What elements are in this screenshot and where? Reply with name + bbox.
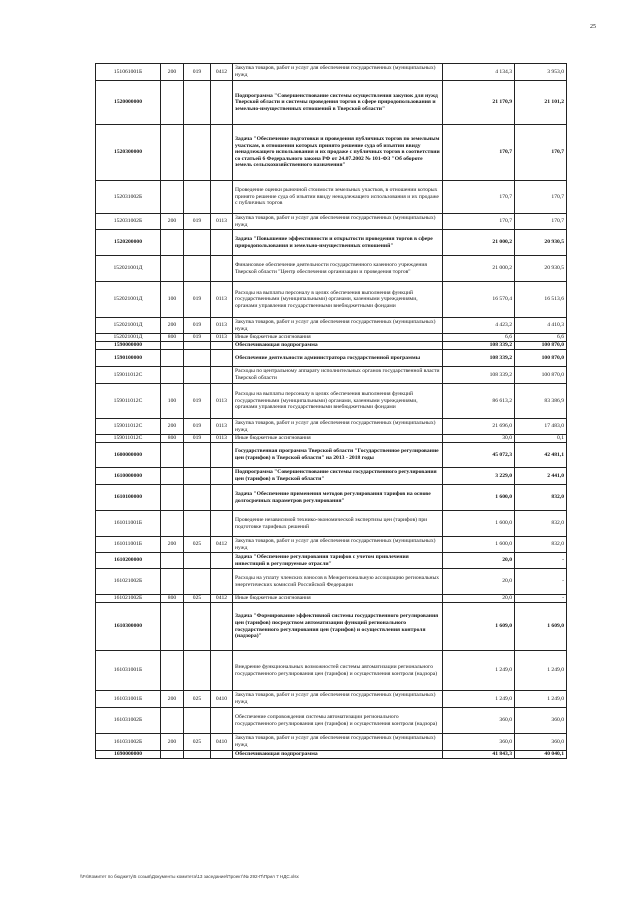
cell-code: 159011012С — [96, 384, 161, 419]
cell-ved — [184, 81, 211, 125]
cell-value-2014: 21 696,0 — [443, 419, 515, 435]
cell-ved — [184, 443, 211, 468]
cell-value-2015: 83 386,9 — [515, 384, 567, 419]
cell-ved — [184, 230, 211, 256]
cell-code: 1600000000 — [96, 443, 161, 468]
file-path-footer: \\Fs\Комитет по бюджету\5 созыв\Документы комитета\13 заседание\Проект\№ 292-П\Прил 7 НДС.xlsx — [80, 874, 299, 879]
cell-kvr — [161, 342, 184, 350]
cell-name: Проведение независимой технико-экономической экспертизы цен (тарифов) при подготовке тарифных решений — [233, 511, 443, 537]
cell-name: Закупка товаров, работ и услуг для обеспечения государственных (муниципальных) нужд — [233, 214, 443, 230]
cell-name: Задача "Повышение эффективности и открытости проведения торгов в сфере природопользования и земельно-имущественных отношений" — [233, 230, 443, 256]
cell-code: 161021002Б — [96, 595, 161, 603]
cell-rzpr — [211, 443, 233, 468]
cell-kvr — [161, 181, 184, 214]
table-row — [96, 569, 567, 595]
cell-code: 161031001Б — [96, 691, 161, 708]
cell-kvr: 800 — [161, 435, 184, 443]
cell-ved — [184, 468, 211, 485]
cell-value-2014: 1 249,0 — [443, 651, 515, 691]
cell-code: 152021001Д — [96, 334, 161, 342]
table-row — [96, 256, 567, 282]
cell-code: 152031002Б — [96, 181, 161, 214]
cell-rzpr — [211, 751, 233, 759]
cell-ved — [184, 367, 211, 384]
cell-name: Закупка товаров, работ и услуг для обеспечения государственных (муниципальных) нужд — [233, 734, 443, 751]
cell-name: Обеспечение деятельности администратора государственной программы — [233, 350, 443, 367]
table-row — [96, 485, 567, 511]
cell-kvr — [161, 256, 184, 282]
cell-ved — [184, 125, 211, 181]
table-row — [96, 384, 567, 419]
table-row — [96, 282, 567, 318]
cell-ved: 019 — [184, 282, 211, 318]
cell-value-2015: 20 930,5 — [515, 230, 567, 256]
cell-name: Расходы на уплату членских взносов в Межрегиональную ассоциацию региональных энергетических комиссий Российской Федерации — [233, 569, 443, 595]
cell-value-2015: 3 953,0 — [515, 64, 567, 81]
table-row — [96, 537, 567, 553]
cell-rzpr — [211, 181, 233, 214]
cell-code: 1520200000 — [96, 230, 161, 256]
cell-kvr — [161, 350, 184, 367]
cell-code: 159011012С — [96, 419, 161, 435]
cell-value-2014: 1 600,0 — [443, 485, 515, 511]
cell-name: Подпрограмма "Совершенствование системы осуществления закупок для нужд Тверской области и системы проведения торгов в сфере природопользования и земельно-имущественных отношений в Тверской области" — [233, 81, 443, 125]
cell-ved: 025 — [184, 691, 211, 708]
cell-rzpr: 0412 — [211, 537, 233, 553]
cell-name: Иные бюджетные ассигнования — [233, 435, 443, 443]
cell-name: Закупка товаров, работ и услуг для обеспечения государственных (муниципальных) нужд — [233, 537, 443, 553]
cell-name: Государственная программа Тверской области "Государственное регулирование цен (тарифов) в Тверской области" на 2013 - 2018 годы — [233, 443, 443, 468]
cell-value-2014: 41 843,3 — [443, 751, 515, 759]
cell-value-2014: 20,0 — [443, 595, 515, 603]
cell-code: 161031002Б — [96, 708, 161, 734]
cell-code: 1520300000 — [96, 125, 161, 181]
cell-code: 161021002Б — [96, 569, 161, 595]
table-row — [96, 342, 567, 350]
cell-kvr — [161, 81, 184, 125]
cell-code: 1590100000 — [96, 350, 161, 367]
cell-name: Закупка товаров, работ и услуг для обеспечения государственных (муниципальных) нужд — [233, 691, 443, 708]
table-row — [96, 603, 567, 651]
cell-name: Иные бюджетные ассигнования — [233, 334, 443, 342]
cell-code: 161031001Б — [96, 651, 161, 691]
cell-value-2015: 17 483,0 — [515, 419, 567, 435]
cell-ved — [184, 350, 211, 367]
cell-code: 151061001Б — [96, 64, 161, 81]
cell-ved — [184, 708, 211, 734]
table-row — [96, 435, 567, 443]
cell-rzpr: 0113 — [211, 214, 233, 230]
cell-kvr — [161, 569, 184, 595]
cell-value-2014: 30,0 — [443, 435, 515, 443]
cell-code: 161011001Б — [96, 511, 161, 537]
table-row — [96, 214, 567, 230]
cell-kvr — [161, 125, 184, 181]
cell-name: Закупка товаров, работ и услуг для обеспечения государственных (муниципальных) нужд — [233, 419, 443, 435]
cell-rzpr — [211, 256, 233, 282]
cell-rzpr: 0410 — [211, 734, 233, 751]
cell-value-2014: 360,0 — [443, 708, 515, 734]
cell-value-2014: 1 609,0 — [443, 603, 515, 651]
cell-name: Финансовое обеспечение деятельности государственного казенного учреждения Тверской области "Центр обеспечения организации и проведения торгов" — [233, 256, 443, 282]
table-row — [96, 443, 567, 468]
cell-kvr — [161, 485, 184, 511]
cell-rzpr — [211, 81, 233, 125]
cell-code: 161031002Б — [96, 734, 161, 751]
cell-value-2014: 45 072,3 — [443, 443, 515, 468]
cell-value-2015: 16 513,6 — [515, 282, 567, 318]
cell-value-2014: 1 249,0 — [443, 691, 515, 708]
cell-value-2014: 3 229,0 — [443, 468, 515, 485]
cell-value-2015: 4 410,3 — [515, 318, 567, 334]
cell-code: 152021001Д — [96, 318, 161, 334]
cell-ved — [184, 181, 211, 214]
cell-value-2014: 4 134,3 — [443, 64, 515, 81]
cell-value-2015: 832,0 — [515, 485, 567, 511]
table-row — [96, 350, 567, 367]
cell-name: Расходы на выплаты персоналу в целях обеспечения выполнения функций государственными (муниципальными) органами, казенными учреждениями, органами управления государственными внебюджетными фондами — [233, 384, 443, 419]
cell-value-2014: 360,0 — [443, 734, 515, 751]
cell-value-2015: - — [515, 569, 567, 595]
cell-name: Задача "Формирование эффективной системы государственного регулирования цен (тарифов) посредством автоматизации функций регионального государственного регулирования цен (тарифов) и осуществления контроля (надзора)" — [233, 603, 443, 651]
cell-rzpr — [211, 511, 233, 537]
cell-code: 152021001Д — [96, 282, 161, 318]
cell-rzpr: 0113 — [211, 419, 233, 435]
cell-value-2014: 108 339,2 — [443, 342, 515, 350]
cell-rzpr: 0113 — [211, 334, 233, 342]
cell-rzpr: 0113 — [211, 384, 233, 419]
cell-rzpr — [211, 553, 233, 569]
cell-name: Внедрение функциональных возможностей системы автоматизации регионального государственного регулирования цен (тарифов) и осуществления контроля (надзора) — [233, 651, 443, 691]
cell-kvr — [161, 443, 184, 468]
cell-kvr: 200 — [161, 214, 184, 230]
cell-value-2015: 170,7 — [515, 214, 567, 230]
cell-value-2015: 1 609,0 — [515, 603, 567, 651]
cell-name: Обеспечение сопровождения системы автоматизации регионального государственного регулирования цен (тарифов) и осуществления контроля (надзора) — [233, 708, 443, 734]
cell-value-2014: 1 600,0 — [443, 511, 515, 537]
cell-value-2014: 21 170,9 — [443, 81, 515, 125]
cell-value-2015: 170,7 — [515, 181, 567, 214]
cell-kvr — [161, 651, 184, 691]
cell-value-2014: 20,0 — [443, 553, 515, 569]
cell-rzpr: 0410 — [211, 691, 233, 708]
cell-value-2015: 2 441,0 — [515, 468, 567, 485]
table-row — [96, 708, 567, 734]
table-row — [96, 595, 567, 603]
cell-name: Подпрограмма "Совершенствование системы государственного регулирования цен (тарифов) в Тверской области" — [233, 468, 443, 485]
cell-ved: 019 — [184, 64, 211, 81]
cell-value-2015: 100 870,0 — [515, 367, 567, 384]
cell-ved: 019 — [184, 214, 211, 230]
cell-rzpr — [211, 569, 233, 595]
table-row — [96, 125, 567, 181]
cell-ved — [184, 651, 211, 691]
table-row — [96, 367, 567, 384]
table-row — [96, 691, 567, 708]
cell-code: 1590000000 — [96, 342, 161, 350]
cell-rzpr — [211, 468, 233, 485]
cell-rzpr: 0113 — [211, 282, 233, 318]
cell-rzpr: 0412 — [211, 64, 233, 81]
cell-code: 161011001Б — [96, 537, 161, 553]
cell-value-2014: 6,6 — [443, 334, 515, 342]
cell-rzpr — [211, 651, 233, 691]
cell-value-2014: 108 339,2 — [443, 350, 515, 367]
cell-name: Обеспечивающая подпрограмма — [233, 342, 443, 350]
cell-name: Расходы на выплаты персоналу в целях обеспечения выполнения функций государственными (муниципальными) органами, казенными учреждениями, органами управления государственными внебюджетными фондами — [233, 282, 443, 318]
cell-value-2015: 832,0 — [515, 511, 567, 537]
cell-name: Иные бюджетные ассигнования — [233, 595, 443, 603]
cell-name: Обеспечивающая подпрограмма — [233, 751, 443, 759]
cell-ved: 019 — [184, 334, 211, 342]
cell-kvr: 200 — [161, 318, 184, 334]
cell-ved — [184, 751, 211, 759]
cell-name: Расходы по центральному аппарату исполнительных органов государственной власти Тверской области — [233, 367, 443, 384]
cell-value-2014: 20,0 — [443, 569, 515, 595]
cell-value-2015: 1 249,0 — [515, 651, 567, 691]
cell-kvr — [161, 708, 184, 734]
cell-ved — [184, 485, 211, 511]
cell-rzpr — [211, 485, 233, 511]
cell-kvr: 800 — [161, 334, 184, 342]
cell-ved: 025 — [184, 734, 211, 751]
cell-rzpr — [211, 350, 233, 367]
cell-rzpr — [211, 342, 233, 350]
cell-code: 159011012С — [96, 367, 161, 384]
cell-value-2015: 360,0 — [515, 708, 567, 734]
cell-value-2015: 360,0 — [515, 734, 567, 751]
cell-value-2014: 1 600,0 — [443, 537, 515, 553]
cell-ved: 025 — [184, 595, 211, 603]
cell-ved: 019 — [184, 318, 211, 334]
page-number: 25 — [590, 24, 596, 30]
cell-ved — [184, 342, 211, 350]
cell-kvr — [161, 367, 184, 384]
cell-code: 152031002Б — [96, 214, 161, 230]
cell-code: 1610300000 — [96, 603, 161, 651]
cell-kvr — [161, 603, 184, 651]
cell-name: Задача "Обеспечение подготовки и проведения публичных торгов по земельным участкам, в отношении которых принято решение суда об изъятии ввиду ненадлежащего использования и их продаже с публичных торгов в соответствии со статьей 6 Федерального закона РФ от 24.07.2002 № 101-ФЗ "Об обороте земель сельскохозяйственного назначения" — [233, 125, 443, 181]
cell-ved: 025 — [184, 537, 211, 553]
cell-value-2015: - — [515, 553, 567, 569]
cell-value-2014: 21 000,2 — [443, 230, 515, 256]
cell-code: 1610200000 — [96, 553, 161, 569]
cell-value-2015: - — [515, 595, 567, 603]
cell-value-2015: 20 930,5 — [515, 256, 567, 282]
cell-name: Закупка товаров, работ и услуг для обеспечения государственных (муниципальных) нужд — [233, 318, 443, 334]
table-row — [96, 751, 567, 759]
cell-code: 1690000000 — [96, 751, 161, 759]
cell-value-2015: 832,0 — [515, 537, 567, 553]
cell-value-2014: 4 423,2 — [443, 318, 515, 334]
cell-value-2015: 6,6 — [515, 334, 567, 342]
cell-value-2015: 21 101,2 — [515, 81, 567, 125]
cell-kvr: 200 — [161, 537, 184, 553]
cell-value-2015: 1 249,0 — [515, 691, 567, 708]
cell-kvr: 200 — [161, 64, 184, 81]
table-row — [96, 230, 567, 256]
cell-kvr: 200 — [161, 691, 184, 708]
cell-rzpr: 0412 — [211, 595, 233, 603]
cell-kvr: 100 — [161, 384, 184, 419]
cell-code: 1610000000 — [96, 468, 161, 485]
cell-ved — [184, 511, 211, 537]
cell-kvr — [161, 511, 184, 537]
cell-ved — [184, 569, 211, 595]
table-row — [96, 734, 567, 751]
cell-kvr: 100 — [161, 282, 184, 318]
cell-value-2014: 16 570,4 — [443, 282, 515, 318]
cell-kvr — [161, 468, 184, 485]
cell-rzpr — [211, 708, 233, 734]
cell-rzpr: 0113 — [211, 318, 233, 334]
cell-ved: 019 — [184, 384, 211, 419]
budget-table — [95, 63, 567, 759]
cell-name: Задача "Обеспечение регулирования тарифов с учетом привлечения инвестиций в регулируемые отрасли" — [233, 553, 443, 569]
cell-value-2015: 0,1 — [515, 435, 567, 443]
cell-value-2014: 170,7 — [443, 181, 515, 214]
cell-rzpr — [211, 367, 233, 384]
table-row — [96, 81, 567, 125]
table-row — [96, 419, 567, 435]
cell-kvr — [161, 230, 184, 256]
cell-kvr: 200 — [161, 734, 184, 751]
table-row — [96, 468, 567, 485]
cell-value-2015: 100 870,0 — [515, 342, 567, 350]
table-row — [96, 181, 567, 214]
cell-rzpr — [211, 230, 233, 256]
cell-ved — [184, 603, 211, 651]
table-row — [96, 651, 567, 691]
cell-value-2014: 21 000,2 — [443, 256, 515, 282]
table-row — [96, 318, 567, 334]
table-row — [96, 553, 567, 569]
cell-code: 152021001Д — [96, 256, 161, 282]
cell-rzpr — [211, 125, 233, 181]
cell-name: Закупка товаров, работ и услуг для обеспечения государственных (муниципальных) нужд — [233, 64, 443, 81]
cell-value-2014: 170,7 — [443, 214, 515, 230]
cell-code: 1520000000 — [96, 81, 161, 125]
cell-kvr: 800 — [161, 595, 184, 603]
cell-kvr — [161, 751, 184, 759]
cell-name: Проведение оценки рыночной стоимости земельных участков, в отношении которых принято решение суда об изъятии ввиду ненадлежащего использования и их продаже с публичных торгов — [233, 181, 443, 214]
cell-rzpr: 0113 — [211, 435, 233, 443]
table-row — [96, 334, 567, 342]
cell-rzpr — [211, 603, 233, 651]
cell-value-2015: 40 040,1 — [515, 751, 567, 759]
cell-code: 1610100000 — [96, 485, 161, 511]
cell-value-2014: 86 613,2 — [443, 384, 515, 419]
table-row — [96, 511, 567, 537]
cell-ved: 019 — [184, 419, 211, 435]
cell-value-2015: 100 870,0 — [515, 350, 567, 367]
cell-ved — [184, 553, 211, 569]
cell-ved: 019 — [184, 435, 211, 443]
cell-kvr: 200 — [161, 419, 184, 435]
cell-value-2015: 170,7 — [515, 125, 567, 181]
cell-name: Задача "Обеспечение применения методов регулирования тарифов на основе долгосрочных параметров регулирования" — [233, 485, 443, 511]
cell-value-2015: 42 481,1 — [515, 443, 567, 468]
cell-code: 159011012С — [96, 435, 161, 443]
cell-value-2014: 170,7 — [443, 125, 515, 181]
table-row — [96, 64, 567, 81]
cell-ved — [184, 256, 211, 282]
cell-kvr — [161, 553, 184, 569]
cell-value-2014: 108 339,2 — [443, 367, 515, 384]
